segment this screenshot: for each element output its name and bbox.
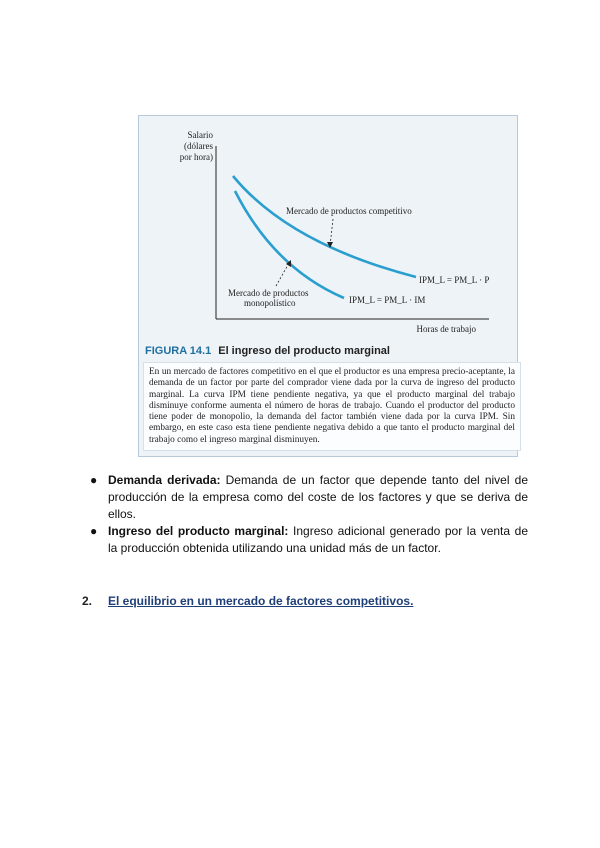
figure-title-text: El ingreso del producto marginal [218,345,390,357]
list-item [88,523,528,557]
curve-ipm-competitive [233,176,416,277]
chart-area [139,116,519,344]
definition-text: Ingreso adicional generado por la venta de la producción obtenida utilizando una unidad más de un factor. [108,524,528,555]
annotation-monopolistic-line-1: Mercado de productos [228,288,309,298]
definition-text: Demanda de un factor que depende tanto del nivel de producción de la empresa como del coste de los factores y que se deriva de ellos. [108,473,529,521]
section-number: 2. [82,594,93,608]
y-axis-label-line-3: por hora) [179,152,213,162]
curve-label-competitive: IPM_L = PM_L · P [419,275,490,285]
definition-term: Demanda derivada: [108,473,221,487]
annotation-monopolistic-line-2: monopolístico [244,298,296,308]
figure-title [145,345,390,357]
arrow-monopolistic [276,263,289,286]
bullet: ● [90,524,98,538]
figure-14-1 [138,115,518,457]
curve-label-monopolistic: IPM_L = PM_L · IM [349,295,426,305]
arrow-competitive [330,219,333,246]
y-axis-label-line-2: (dólares [184,141,213,151]
annotation-competitive: Mercado de productos competitivo [286,206,412,216]
list-item [88,472,528,523]
bullet: ● [90,473,98,487]
section-heading [82,594,413,608]
figure-caption: En un mercado de factores competitivo en el que el productor es una empresa precio-aceptante, la demanda de un factor por parte del comprador viene dada por la curva de ingreso del producto marginal. La curva IPM tiene pendiente negativa, ya que el producto marginal del trabajo disminuye conforme aumenta el número de horas de trabajo. Cuando el productor del producto tiene poder de monopolio, la demanda del factor también viene dada por la curva IPM. Sin embargo, en este caso esta tiene pendiente negativa debido a que tanto el producto marginal del trabajo como el ingreso marginal disminuyen. [143,362,521,451]
section-title-link[interactable]: El equilibrio en un mercado de factores competitivos. [108,594,414,608]
x-axis-label: Horas de trabajo [416,324,476,334]
definition-term: Ingreso del producto marginal: [108,524,289,538]
figure-number: FIGURA 14.1 [145,345,212,357]
y-axis-label-line-1: Salario [187,130,213,140]
definitions-list [88,472,528,557]
